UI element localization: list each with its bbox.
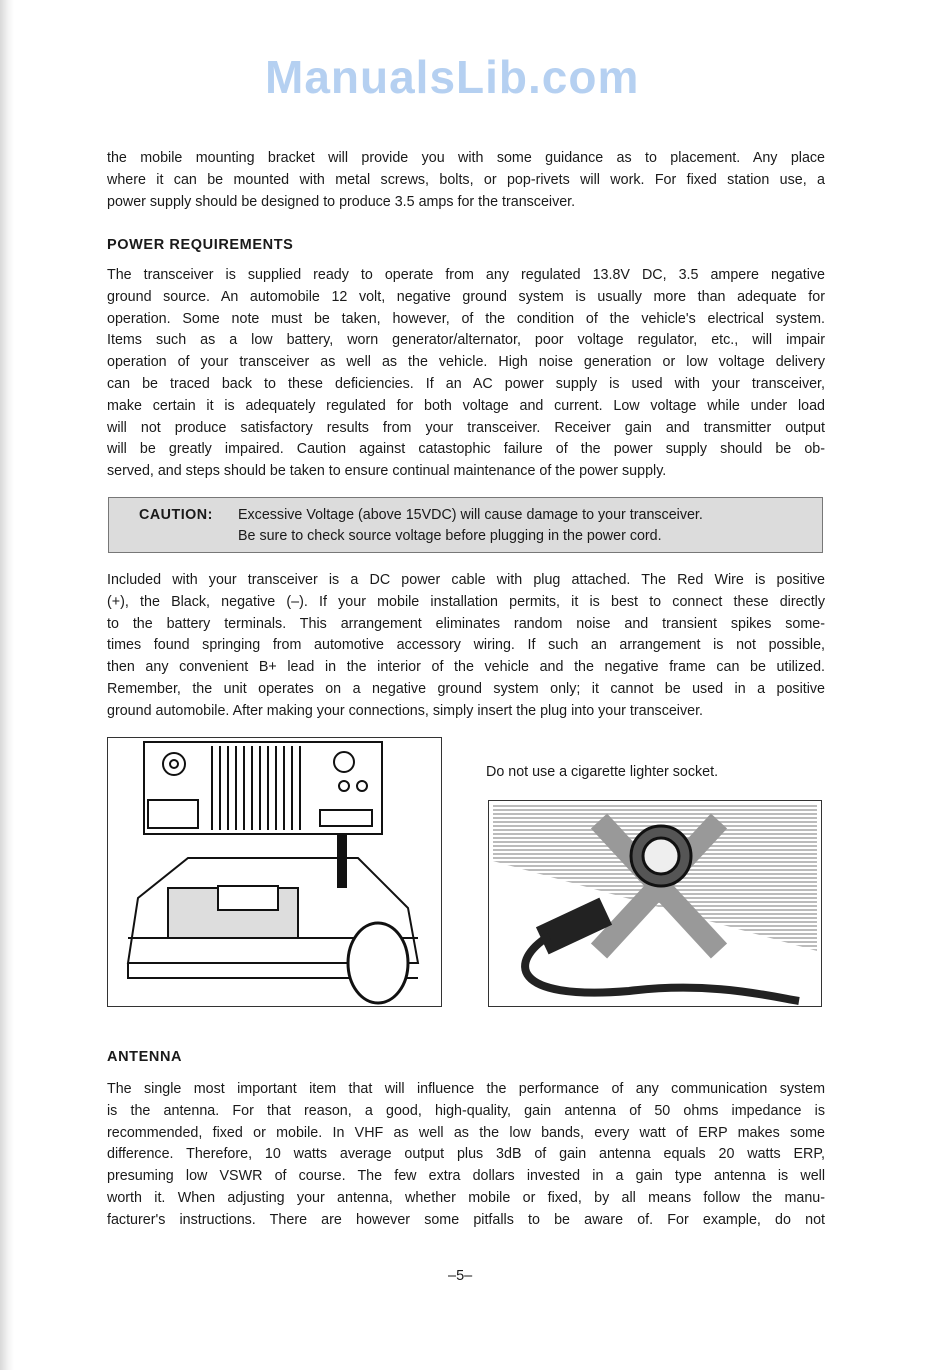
text-line: The transceiver is supplied ready to operate from any regulated 13.8V DC, 3.5 ampere negative	[107, 267, 825, 283]
car-installation-illustration	[107, 737, 442, 1007]
text-line: presuming low VSWR of course. The few extra dollars invested in a gain type antenna is well	[107, 1168, 825, 1185]
text-line: is the antenna. For that reason, a good, high-quality, gain antenna of 50 ohms impedance is	[107, 1102, 825, 1119]
text-line: the mobile mounting bracket will provide you with some guidance as to placement. Any place	[107, 150, 825, 166]
scan-edge	[0, 0, 14, 1370]
caution-line: Be sure to check source voltage before plugging in the power cord.	[238, 528, 662, 544]
caution-line: Excessive Voltage (above 15VDC) will cause damage to your transceiver.	[238, 507, 703, 523]
antenna-heading: ANTENNA	[107, 1049, 183, 1065]
cable-paragraph	[107, 570, 825, 723]
text-line: operation of your transceiver as well as the vehicle. High noise generation or low voltage delivery	[107, 354, 825, 371]
text-line: Items such as a low battery, worn generator/alternator, poor voltage regulator, etc., will impair	[107, 332, 825, 349]
caution-box	[108, 497, 823, 553]
text-line: Included with your transceiver is a DC power cable with plug attached. The Red Wire is positive	[107, 572, 825, 588]
page-number: –5–	[448, 1268, 473, 1284]
text-line: served, and steps should be taken to ensure continual maintenance of the power supply.	[107, 463, 667, 480]
power-requirements-heading: POWER REQUIREMENTS	[107, 237, 294, 253]
text-line: to the battery terminals. This arrangement eliminates random noise and transient spikes some-	[107, 615, 825, 632]
text-line: make certain it is adequately regulated for both voltage and current. Low voltage while under load	[107, 397, 825, 414]
text-line: where it can be mounted with metal screws, bolts, or pop-rivets will work. For fixed station use, a	[107, 171, 825, 188]
text-line: difference. Therefore, 10 watts average output plus 3dB of gain antenna equals 20 watts ERP,	[107, 1146, 825, 1163]
text-line: (+), the Black, negative (–). If your mobile installation permits, it is best to connect these directly	[107, 593, 825, 610]
text-line: facturer's instructions. There are however some pitfalls to be aware of. For example, do not	[107, 1211, 825, 1228]
text-line: operation. Some note must be taken, however, of the condition of the vehicle's electrical system.	[107, 310, 825, 327]
watermark: ManualsLib.com	[265, 51, 640, 103]
text-line: Remember, the unit operates on a negative ground system only; it cannot be used in a positive	[107, 680, 825, 697]
text-line: The single most important item that will influence the performance of any communication system	[107, 1081, 825, 1097]
text-line: power supply should be designed to produce 3.5 amps for the transceiver.	[107, 193, 576, 210]
caution-label: CAUTION:	[139, 507, 213, 523]
cigarette-lighter-drawing	[489, 801, 821, 1006]
text-line: recommended, fixed or mobile. In VHF as well as the low bands, every watt of ERP makes some	[107, 1124, 825, 1141]
car-battery-drawing	[108, 738, 441, 1006]
text-line: times found springing from automotive accessory wiring. If such an arrangement is not possible,	[107, 637, 825, 654]
text-line: then any convenient B+ lead in the interior of the vehicle and the negative frame can be utilized.	[107, 659, 825, 676]
text-line: will be greatly impaired. Caution against catastophic failure of the power supply should be ob-	[107, 441, 825, 458]
text-line: ground source. An automobile 12 volt, negative ground system is usually more than adequate for	[107, 288, 825, 305]
antenna-paragraph	[107, 1079, 825, 1232]
figure-caption: Do not use a cigarette lighter socket.	[486, 764, 719, 780]
cigarette-lighter-illustration	[488, 800, 822, 1007]
text-line: will not produce satisfactory results from your transceiver. Receiver gain and transmitter output	[107, 419, 825, 436]
intro-paragraph	[107, 148, 825, 213]
text-line: can be traced back to these deficiencies. If an AC power supply is used with your transceiver,	[107, 375, 825, 392]
power-paragraph	[107, 265, 825, 483]
text-line: ground automobile. After making your connections, simply insert the plug into your transceiver.	[107, 702, 704, 719]
text-line: worth it. When adjusting your antenna, whether mobile or fixed, by all means follow the manu-	[107, 1189, 825, 1206]
